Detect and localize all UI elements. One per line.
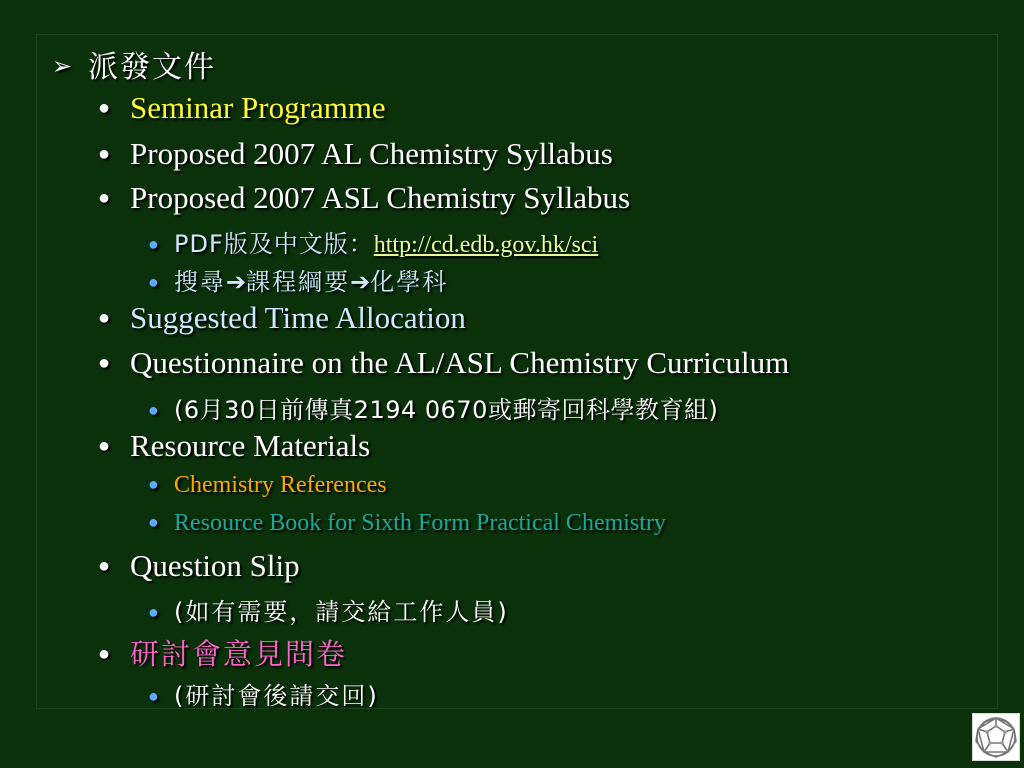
search-path-step-2: 課程綱要 bbox=[246, 268, 351, 296]
fullerene-molecule-graphic bbox=[973, 714, 1019, 760]
list-item-time-allocation[interactable] bbox=[98, 300, 466, 336]
list-item-asl-syllabus bbox=[98, 180, 630, 216]
dot-bullet-icon: ● bbox=[148, 512, 159, 532]
list-item-questionnaire bbox=[98, 345, 789, 381]
dot-bullet-icon: ● bbox=[98, 143, 111, 165]
dot-bullet-icon: ● bbox=[98, 187, 111, 209]
sub-item-resource-book[interactable] bbox=[148, 510, 666, 537]
questionnaire-note-text: (6月30日前傳真2194 0670或郵寄回科學教育組) bbox=[174, 396, 719, 424]
question-slip-text: Question Slip bbox=[130, 548, 300, 583]
pdf-version-label: PDF版及中文版： bbox=[174, 230, 374, 258]
dot-bullet-icon: ● bbox=[98, 97, 111, 119]
seminar-questionnaire-note-text: (研討會後請交回) bbox=[174, 682, 379, 710]
resource-materials-text: Resource Materials bbox=[130, 428, 371, 463]
dot-bullet-icon: ● bbox=[98, 435, 111, 457]
sub-item-seminar-questionnaire-note bbox=[148, 676, 379, 711]
dot-bullet-icon: ● bbox=[148, 272, 159, 292]
seminar-questionnaire-text: 研討會意見問卷 bbox=[130, 637, 348, 671]
sub-item-questionnaire-note bbox=[148, 390, 718, 425]
list-item-question-slip bbox=[98, 548, 300, 584]
search-path-step-3: 化學科 bbox=[370, 268, 449, 296]
seminar-programme-link[interactable]: Seminar Programme bbox=[130, 90, 386, 125]
slide-title-text: 派發文件 bbox=[88, 50, 216, 85]
dot-bullet-icon: ● bbox=[148, 686, 159, 706]
al-syllabus-text: Proposed 2007 AL Chemistry Syllabus bbox=[130, 136, 613, 171]
sub-item-search-path bbox=[148, 262, 448, 297]
list-item-seminar-questionnaire bbox=[98, 632, 347, 673]
list-item-resource-materials bbox=[98, 428, 370, 464]
search-path-step-1: 搜尋 bbox=[174, 268, 226, 296]
dot-bullet-icon: ● bbox=[148, 400, 159, 420]
list-item-al-syllabus bbox=[98, 136, 613, 172]
questionnaire-text: Questionnaire on the AL/ASL Chemistry Curriculum bbox=[130, 345, 790, 380]
sub-item-chemistry-references[interactable] bbox=[148, 472, 387, 499]
resource-book-link[interactable]: Resource Book for Sixth Form Practical Chemistry bbox=[174, 510, 666, 536]
list-item-seminar-programme[interactable] bbox=[98, 90, 386, 126]
dot-bullet-icon: ● bbox=[98, 307, 111, 329]
dot-bullet-icon: ● bbox=[148, 474, 159, 494]
edb-sci-link[interactable]: http://cd.edb.gov.hk/sci bbox=[373, 232, 599, 258]
dot-bullet-icon: ● bbox=[98, 555, 111, 577]
arrow-right-icon: ➔ bbox=[350, 268, 371, 296]
sub-item-question-slip-note bbox=[148, 592, 509, 627]
slide-title bbox=[52, 42, 216, 86]
dot-bullet-icon: ● bbox=[98, 643, 111, 665]
dot-bullet-icon: ● bbox=[98, 352, 111, 374]
dot-bullet-icon: ● bbox=[148, 234, 159, 254]
asl-syllabus-text: Proposed 2007 ASL Chemistry Syllabus bbox=[130, 180, 631, 215]
sub-item-pdf-version bbox=[148, 224, 598, 259]
fullerene-molecule-icon bbox=[972, 713, 1020, 761]
question-slip-note-text: (如有需要，請交給工作人員) bbox=[174, 598, 509, 626]
dot-bullet-icon: ● bbox=[148, 602, 159, 622]
arrowhead-bullet-icon: ➢ bbox=[52, 52, 75, 80]
chemistry-references-link[interactable]: Chemistry References bbox=[174, 472, 387, 498]
arrow-right-icon: ➔ bbox=[226, 268, 247, 296]
time-allocation-link[interactable]: Suggested Time Allocation bbox=[130, 300, 466, 335]
